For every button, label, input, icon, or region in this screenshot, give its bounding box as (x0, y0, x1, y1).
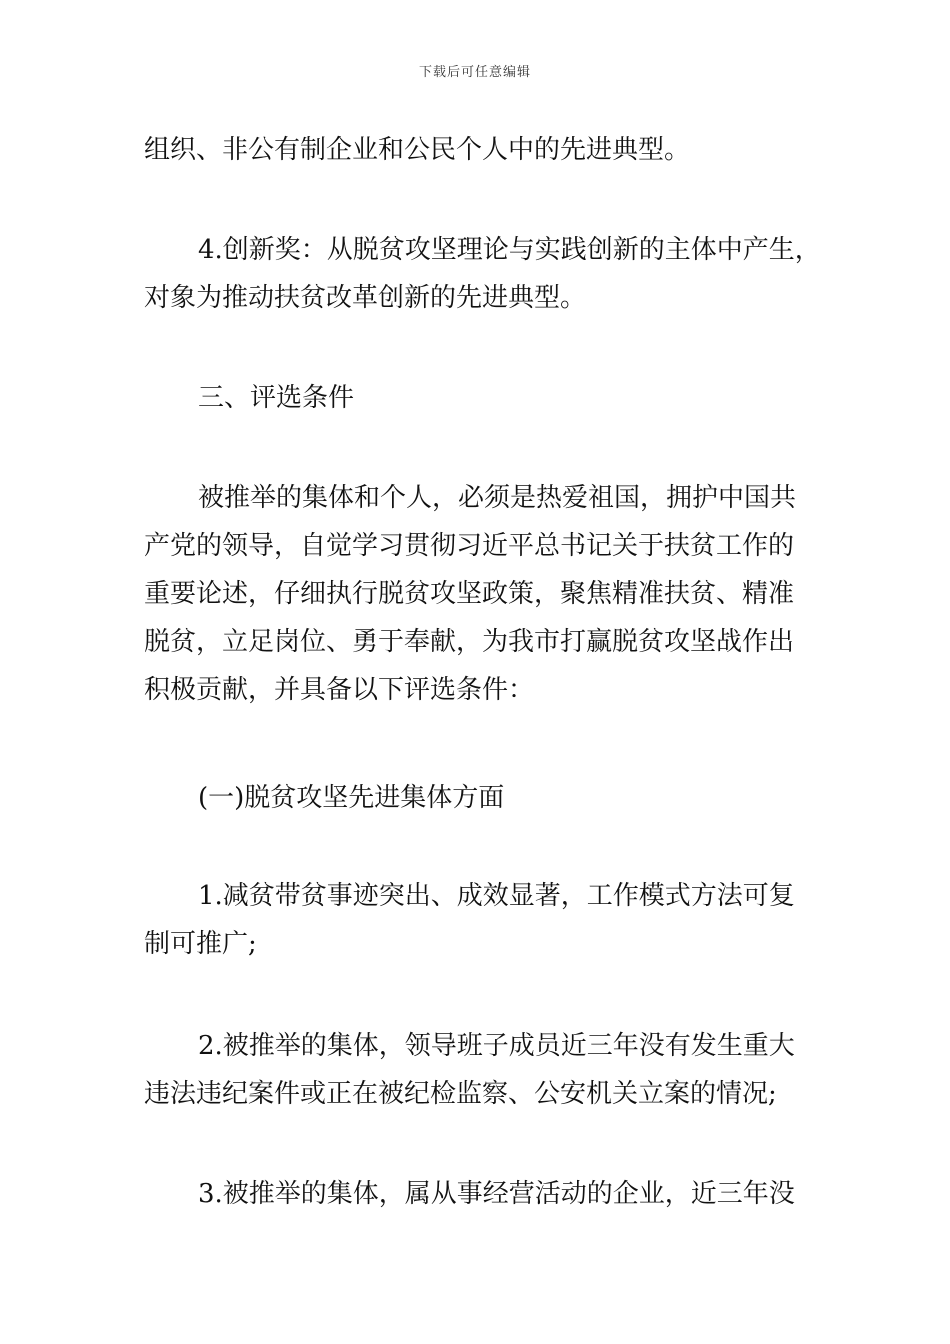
criteria-item-3 (144, 1170, 814, 1218)
paragraph-line: 制可推广; (144, 929, 257, 959)
paragraph-line: 4.创新奖：从脱贫攻坚理论与实践创新的主体中产生， (198, 235, 821, 265)
paragraph-line: 对象为推动扶贫改革创新的先进典型。 (144, 283, 587, 313)
paragraph-line: 三、评选条件 (198, 383, 355, 413)
paragraph-line: 产党的领导，自觉学习贯彻习近平总书记关于扶贫工作的 (144, 531, 795, 561)
paragraph-line: 重要论述，仔细执行脱贫攻坚政策，聚焦精准扶贫、精准 (144, 579, 795, 609)
paragraph-line: 违法违纪案件或正在被纪检监察、公安机关立案的情况; (144, 1079, 777, 1109)
paragraph-general-criteria (144, 474, 814, 714)
paragraph-line: 被推举的集体和个人，必须是热爱祖国，拥护中国共 (198, 483, 797, 513)
paragraph-line: (一)脱贫攻坚先进集体方面 (198, 783, 505, 813)
page-header-note: 下载后可任意编辑 (418, 65, 531, 80)
paragraph-innovation-award (144, 226, 821, 322)
paragraph-line: 积极贡献，并具备以下评选条件： (144, 675, 535, 705)
subsection-heading-collective (144, 774, 814, 822)
paragraph-line: 组织、非公有制企业和公民个人中的先进典型。 (144, 135, 691, 165)
paragraph-line: 1.减贫带贫事迹突出、成效显著，工作模式方法可复 (198, 881, 795, 911)
paragraph-line: 3.被推举的集体，属从事经营活动的企业，近三年没 (198, 1179, 795, 1209)
section-heading-criteria (144, 374, 814, 422)
criteria-item-2 (144, 1022, 814, 1118)
paragraph-line: 脱贫，立足岗位、勇于奉献，为我市打赢脱贫攻坚战作出 (144, 627, 795, 657)
paragraph-1 (144, 126, 814, 174)
paragraph-line: 2.被推举的集体，领导班子成员近三年没有发生重大 (198, 1031, 795, 1061)
criteria-item-1 (144, 872, 814, 968)
